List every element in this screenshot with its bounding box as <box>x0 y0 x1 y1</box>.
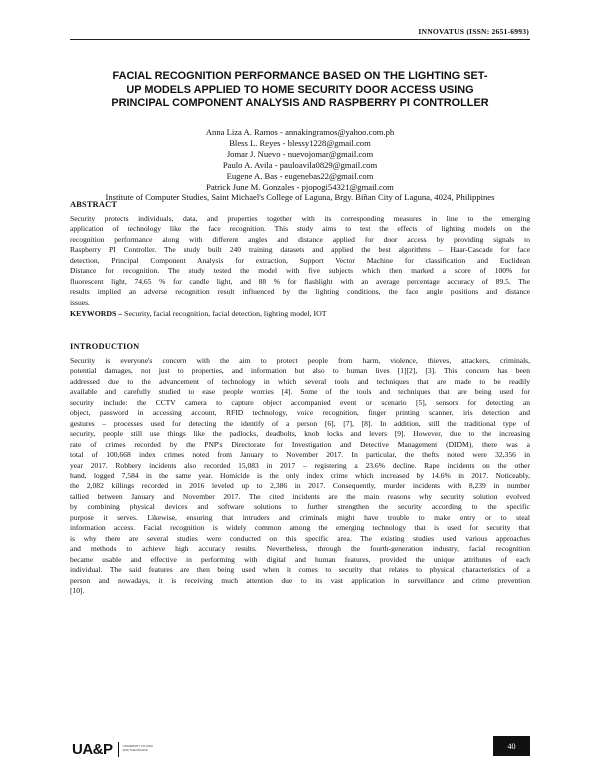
intro-line: gestures – processes used for detecting the identify of a person [6], [7], [8]. In addition, still the traditional type of <box>70 418 530 428</box>
abstract-line: Security protects individuals, data, and properties together with its corresponding measures in line to the emerging <box>70 214 530 223</box>
title-line: FACIAL RECOGNITION PERFORMANCE BASED ON THE LIGHTING SET- <box>112 70 488 82</box>
author-block <box>50 127 550 203</box>
intro-line: by combining physical devices and software solutions to further strengthen the security according to the specific <box>70 502 530 512</box>
abstract-line: results implied an adverse recognition result influenced by the lighting conditions, the face angle positions and distance <box>70 287 530 297</box>
logo-subtext <box>123 745 153 752</box>
intro-line: individual. The said features are then being used when it comes to security that relates to physical characteristics of a <box>70 565 530 575</box>
abstract-line: fluorescent light, 74.65 % for candle light, and 88 % for flashlight with an average percentage accuracy of 89.5. The <box>70 276 530 286</box>
page-number: 40 <box>493 736 530 756</box>
intro-line: object, password in accessing account, RFID technology, voice recognition, finger printing scanner, iris detection and <box>70 408 530 418</box>
introduction-body <box>70 356 530 596</box>
intro-line: rate of crimes recorded by the PNP's Directorate for Investigation and Detective Management (DIDM), there was a <box>70 439 530 449</box>
author-line: Patrick June M. Gonzales - pjopogi54321@gmail.com <box>206 181 394 192</box>
author-line: Bless L. Reyes - blessy1228@gmail.com <box>229 137 371 148</box>
intro-line: became usable and effective in performing with digital and human features, provided the unique attributes of each <box>70 554 530 564</box>
abstract-line: detection, Principal Component Analysis for extraction, Support Vector Machine for classification and Euclidean <box>70 255 530 265</box>
intro-line: Security is everyone's concern with the aim to protect people from harm, violence, thieves, attackers, criminals, <box>70 356 530 365</box>
intro-line: is why there are several studies were conducted on this specific area. The existing studies used various approaches <box>70 533 530 543</box>
author-line: Paulo A. Avila - pauloavila0829@gmail.com <box>222 159 378 170</box>
abstract-line: application of technology like the face recognition. This study aims to test the effects of lighting models on the <box>70 224 530 234</box>
author-line: Jomar J. Nuevo - nuevojomar@gmail.com <box>226 148 374 159</box>
intro-line: person and nowadays, it is receiving much attention due to its vast application in surveillance and crime prevention <box>70 575 530 585</box>
intro-line: purpose it serves. Likewise, ensuring that intruders and criminals might have trouble to make entry or to steal <box>70 512 530 522</box>
logo-mark: UA&P <box>72 740 113 758</box>
intro-line: [10]. <box>70 585 85 595</box>
intro-line: year 2017. Robbery incidents also recorded 15,083 in 2017 – registering a 23.6% decline. Rape incidents on the other <box>70 460 530 470</box>
intro-line: security include: the CCTV camera to capture object accompanied event or scenario [5], sensors for detecting an <box>70 397 530 407</box>
intro-line: security, people still use things like the padlocks, deadbolts, knob locks and levers [9]. However, due to the increasing <box>70 429 530 439</box>
logo-separator <box>118 742 119 757</box>
affiliation: Institute of Computer Studies, Saint Michael's College of Laguna, Brgy. Biñan City of Laguna, 4024, Philippines <box>105 192 495 203</box>
keywords-text: Security, facial recognition, facial detection, lighting model, IOT <box>122 309 327 318</box>
logo-subtext-line: UNIVERSITY OF ASIA <box>122 744 153 749</box>
paper-title <box>68 70 532 111</box>
university-logo <box>72 739 153 759</box>
intro-line: information access. Facial recognition is widely common among the emerging technology that is used for security that <box>70 523 530 533</box>
abstract-line: Distance for recognition. The study tested the model with five subjects which then marked a score of 100% for <box>70 266 530 276</box>
abstract-line: Raspberry PI Controller. The study built 240 training datasets and applied the best algorithms – Haar-Cascade for face <box>70 245 530 255</box>
author-line: Eugene A. Bas - eugenebas22@gmail.com <box>226 170 374 181</box>
abstract-heading: ABSTRACT <box>70 200 118 209</box>
intro-line: addressed due to the advancement of technology in which several tools and techniques that are made to be readily <box>70 376 530 386</box>
title-line: PRINCIPAL COMPONENT ANALYSIS AND RASPBERRY PI CONTROLLER <box>111 97 489 109</box>
title-line: UP MODELS APPLIED TO HOME SECURITY DOOR ACCESS USING <box>126 83 474 96</box>
header-divider <box>70 39 530 40</box>
intro-line: hand, logged 7,584 in the same year. Homicide is the only index crime which increased by 14.6% in 2017. Noticeably, <box>70 470 530 480</box>
intro-line: the 2,082 killings recorded in 2016 leveled up to 2,386 in 2017. Consequently, murder incidents with 8,239 in number <box>70 481 530 491</box>
keywords-label: KEYWORDS – <box>70 309 123 318</box>
journal-header: INNOVATUS (ISSN: 2651-6993) <box>418 27 529 36</box>
intro-line: total of 100,668 index crimes noted from January to November 2017. In particular, the thefts noted were 32,356 in <box>70 450 530 460</box>
abstract-body <box>70 214 530 308</box>
author-line: Anna Liza A. Ramos - annakingramos@yahoo.com.ph <box>205 127 395 137</box>
intro-line: available and carefully studied to ease people worries [4]. Some of the tools and techniques that are being used for <box>70 387 530 397</box>
abstract-line: recognition performance along with different angles and distance applied for door access by providing signals to <box>70 234 530 244</box>
introduction-heading: INTRODUCTION <box>70 342 140 351</box>
intro-line: potential damages, not just to properties, and information but also to human lives [1][2], [3]. This concern has been <box>70 366 530 376</box>
intro-line: tallied between January and November 2017. The cited incidents are the main reasons why security solution evolved <box>70 491 530 501</box>
abstract-line: issues. <box>70 297 90 307</box>
keywords <box>70 309 327 318</box>
logo-subtext-line: AND THE PACIFIC <box>122 748 149 752</box>
intro-line: and methods to achieve high accuracy results. Nevertheless, through the fourth-generation industry, facial recognition <box>70 544 530 554</box>
